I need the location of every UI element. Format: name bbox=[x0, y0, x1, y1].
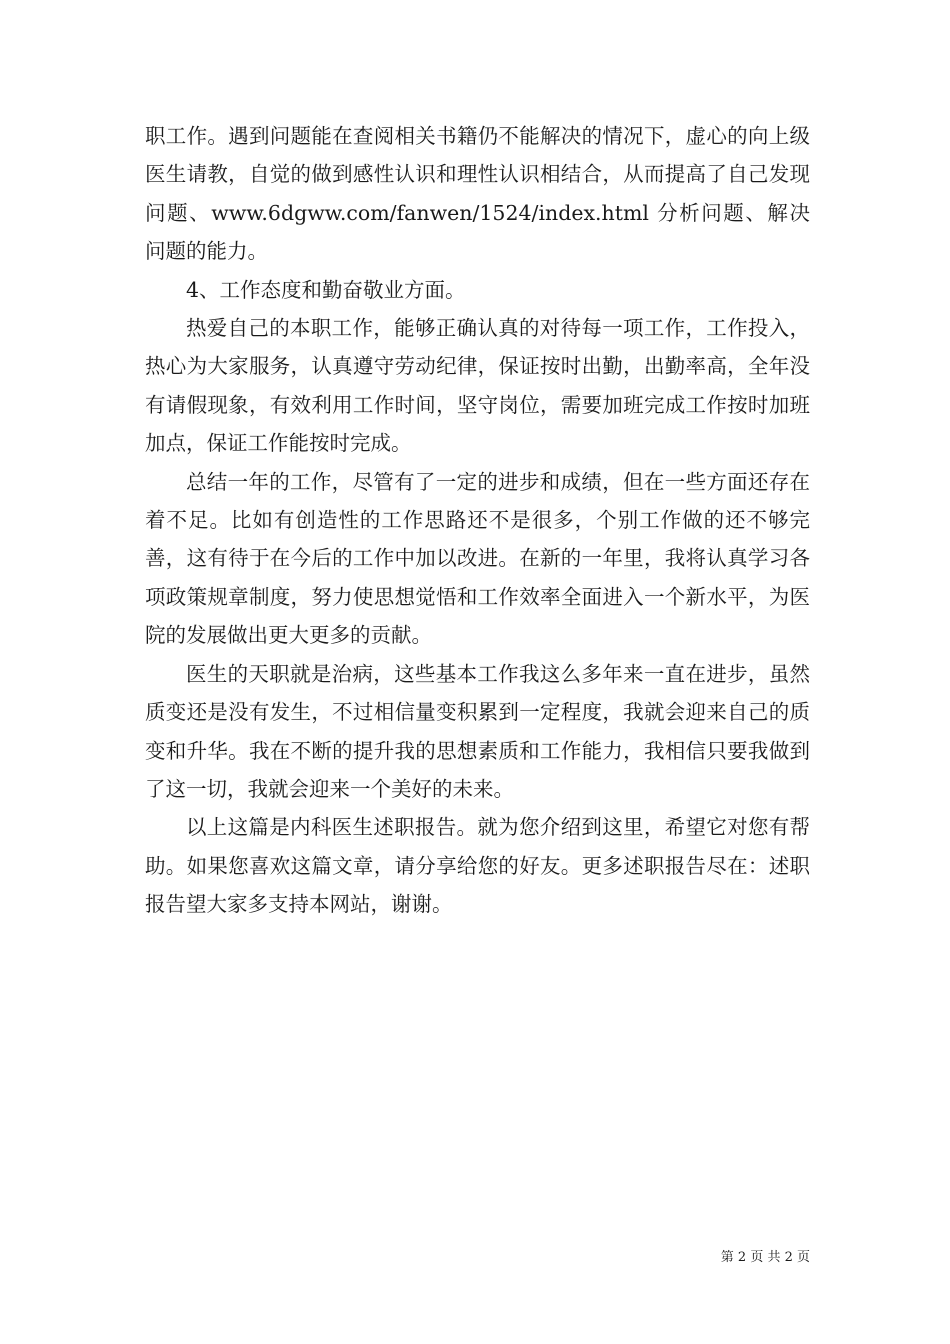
paragraph-doctor-duty: 医生的天职就是治病，这些基本工作我这么多年来一直在进步，虽然质变还是没有发生，不过相信量变积累到一定程度，我就会迎来自己的质变和升华。我在不断的提升我的思想素质和工作能力，我相信只要我做到了这一切，我就会迎来一个美好的未来。 bbox=[145, 661, 810, 801]
section-heading-work-attitude: 4、工作态度和勤奋敬业方面。 bbox=[186, 277, 466, 302]
paragraph-closing: 以上这篇是内科医生述职报告。就为您介绍到这里，希望它对您有帮助。如果您喜欢这篇文章，请分享给您的好友。更多述职报告尽在：述职报告望大家多支持本网站，谢谢。 bbox=[145, 815, 810, 917]
page-number-footer: 第 2 页 共 2 页 bbox=[720, 1250, 810, 1265]
paragraph-continuation: 职工作。遇到问题能在查阅相关书籍仍不能解决的情况下，虚心的向上级医生请教，自觉的做到感性认识和理性认识相结合，从而提高了自己发现问题、www.6dgww.com/fanwen/1524/index.html 分析问题、解决问题的能力。 bbox=[145, 124, 810, 264]
paragraph-year-summary: 总结一年的工作，尽管有了一定的进步和成绩，但在一些方面还存在着不足。比如有创造性的工作思路还不是很多，个别工作做的还不够完善，这有待于在今后的工作中加以改进。在新的一年里，我将认真学习各项政策规章制度，努力使思想觉悟和工作效率全面进入一个新水平，为医院的发展做出更大更多的贡献。 bbox=[145, 469, 810, 648]
paragraph-work-attitude: 热爱自己的本职工作，能够正确认真的对待每一项工作，工作投入，热心为大家服务，认真遵守劳动纪律，保证按时出勤，出勤率高，全年没有请假现象，有效利用工作时间，坚守岗位，需要加班完成工作按时加班加点，保证工作能按时完成。 bbox=[145, 316, 810, 456]
document-body bbox=[145, 117, 810, 924]
